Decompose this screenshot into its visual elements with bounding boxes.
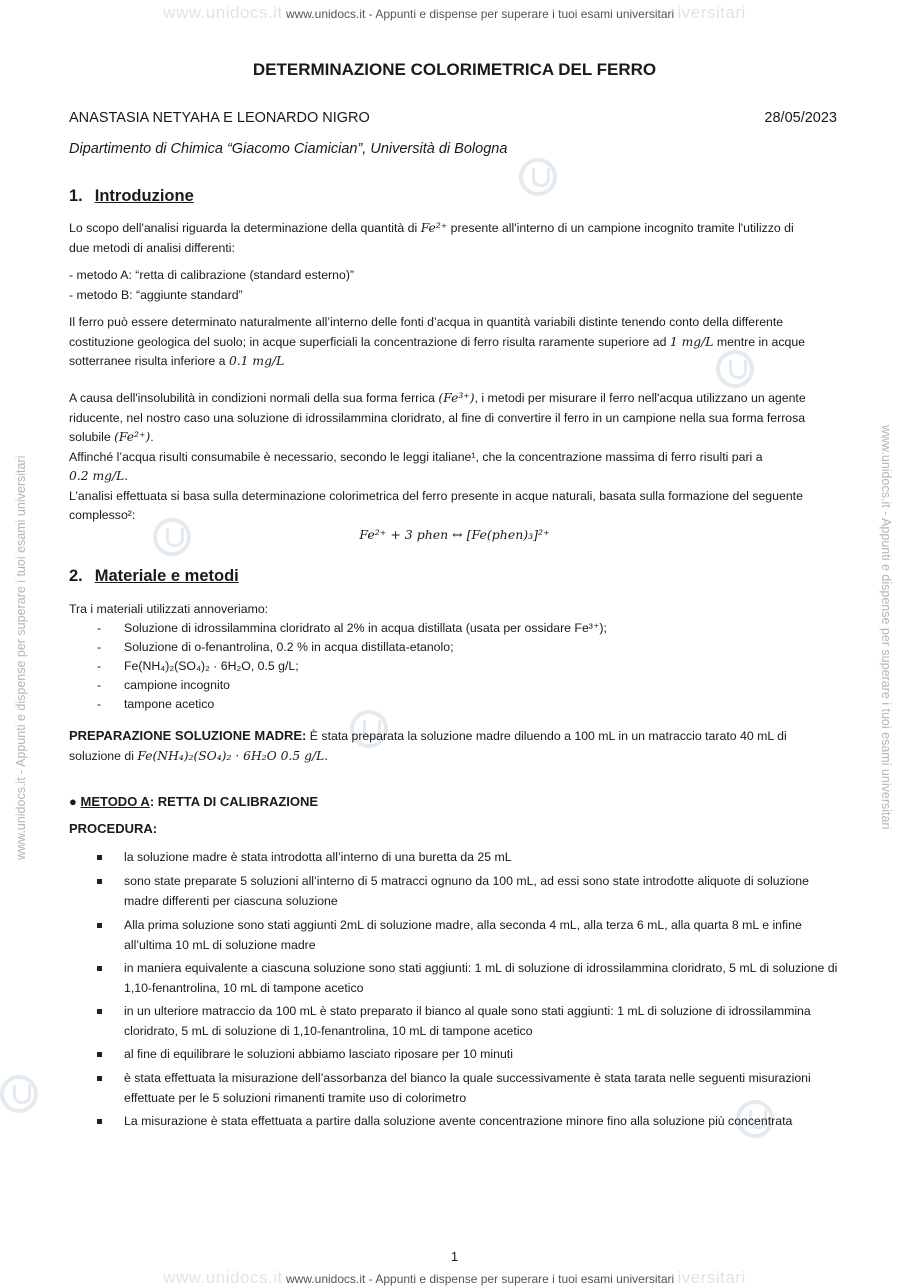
text: soluzione di xyxy=(69,748,134,763)
text: , i metodi per misurare il ferro nell'acqua utilizzano un agente xyxy=(474,391,806,405)
text: mentre in acque xyxy=(716,334,806,349)
material-text: Soluzione di idrossilammina cloridrato al 2% in acqua distillata (usata per ossidare Fe³⁺); xyxy=(124,621,607,635)
intro-paragraph-1 xyxy=(69,219,844,258)
procedure-step xyxy=(97,1045,847,1065)
text: Lo scopo dell'analisi riguarda la determinazione della quantità di xyxy=(69,221,418,235)
text: presente all'interno di un campione incognito tramite l'utilizzo di xyxy=(450,221,794,235)
method-a-suffix: : RETTA DI CALIBRAZIONE xyxy=(149,794,319,809)
department: Dipartimento di Chimica “Giacomo Ciamician”, Università di Bologna xyxy=(69,141,508,157)
method-a-heading xyxy=(69,794,318,809)
text: sotterranee risulta inferiore a xyxy=(69,354,226,368)
section-number: 2. xyxy=(69,567,83,585)
section-heading-introduzione xyxy=(69,187,194,206)
procedure-step xyxy=(97,1069,847,1108)
unidocs-logo-icon xyxy=(519,158,557,196)
step-text: La misurazione è stata effettuata a partire dalla soluzione avente concentrazione minore fino alla soluzione più concentrata xyxy=(124,1114,793,1128)
method-b-item: - metodo B: “aggiunte standard” xyxy=(69,287,243,302)
material-text: campione incognito xyxy=(124,678,230,692)
materials-intro: Tra i materiali utilizzati annoveriamo: xyxy=(69,602,269,616)
page-number: 1 xyxy=(450,1249,459,1264)
section-title: Materiale e metodi xyxy=(94,567,239,585)
procedure-step xyxy=(97,1002,847,1041)
text: È stata preparata la soluzione madre diluendo a 100 mL in un matraccio tarato 40 mL di xyxy=(306,729,787,743)
methods-list xyxy=(69,266,844,305)
watermark-top xyxy=(0,3,909,23)
watermark-bottom xyxy=(0,1268,909,1288)
watermark-top-text: www.unidocs.it - Appunti e dispense per superare i tuoi esami universitari xyxy=(285,7,675,21)
watermark-left-vertical: www.unidocs.it - Appunti e dispense per superare i tuoi esami universitari xyxy=(14,455,28,860)
square-bullet-icon xyxy=(97,1052,102,1057)
watermark-faint-left: www.unidocs.it xyxy=(163,3,283,22)
authors: ANASTASIA NETYAHA E LEONARDO NIGRO xyxy=(69,110,370,126)
watermark-faint-left-bottom: www.unidocs.it xyxy=(163,1268,283,1287)
square-bullet-icon xyxy=(97,923,102,928)
text: costituzione geologica del suolo; in acque superficiali la concentrazione di ferro risulta raramente superiore ad xyxy=(69,334,667,349)
square-bullet-icon xyxy=(97,855,102,860)
watermark-faint-right-bottom: iversitari xyxy=(677,1268,746,1287)
text: . xyxy=(150,430,154,444)
math-value: 1 mg/L xyxy=(669,334,714,349)
text: riducente, nel nostro caso una soluzione di idrossilammina cloridrato, al fine di convertire il ferro in un campione nella sua forma ferrosa xyxy=(69,410,806,425)
method-a-prefix: METODO A xyxy=(80,794,150,809)
step-text: sono state preparate 5 soluzioni all’interno di 5 matracci ognuno da 100 mL, ad essi sono state introdotte aliquote di soluzione madre differenti per ciascuna soluzione xyxy=(124,874,809,908)
math-fe3: (Fe³⁺) xyxy=(438,391,475,405)
step-text: la soluzione madre è stata introdotta all’interno di una buretta da 25 mL xyxy=(124,850,512,864)
step-text: al fine di equilibrare le soluzioni abbiamo lasciato riposare per 10 minuti xyxy=(124,1047,513,1061)
text: Affinché l’acqua risulti consumabile è necessario, secondo le leggi italiane¹, che la concentrazione massima di ferro risulti pari a xyxy=(69,449,763,464)
math-formula: Fe(NH₄)₂(SO₄)₂ · 6H₂O 0.5 g/L. xyxy=(137,748,329,763)
step-text: in maniera equivalente a ciascuna soluzione sono stati aggiunti: 1 mL di soluzione di idrossilammina cloridrato, 5 mL di soluzione di 1,10-fenantrolina, 10 mL di tampone acetico xyxy=(124,961,838,995)
intro-paragraph-2 xyxy=(69,313,844,372)
text: A causa dell'insolubilità in condizioni normali della sua forma ferrica xyxy=(69,391,435,405)
bullet-icon: ● xyxy=(69,794,77,809)
section-heading-materiale xyxy=(69,567,239,586)
watermark-bottom-text: www.unidocs.it - Appunti e dispense per superare i tuoi esami universitari xyxy=(285,1272,675,1286)
square-bullet-icon xyxy=(97,1076,102,1081)
complex-formula: Fe²⁺ + 3 phen ↔ [Fe(phen)₃]²⁺ xyxy=(359,527,550,542)
text: Il ferro può essere determinato naturalmente all’interno delle fonti d’acqua in quantità variabili distinte tenendo conto della differente xyxy=(69,315,784,329)
procedure-step xyxy=(97,959,847,998)
square-bullet-icon xyxy=(97,879,102,884)
math-fe2: Fe²⁺ xyxy=(420,221,448,235)
section-title: Introduzione xyxy=(94,187,194,205)
procedure-step xyxy=(97,872,847,911)
document-date: 28/05/2023 xyxy=(764,110,837,126)
math-value: 0.1 mg/L xyxy=(228,354,285,368)
square-bullet-icon xyxy=(97,1119,102,1124)
square-bullet-icon xyxy=(97,1009,102,1014)
procedure-heading: PROCEDURA: xyxy=(69,821,158,836)
preparation-paragraph xyxy=(69,726,844,766)
material-text: Fe(NH₄)₂(SO₄)₂ · 6H₂O, 0.5 g/L; xyxy=(124,659,299,673)
material-text: tampone acetico xyxy=(124,697,215,711)
procedure-step xyxy=(97,848,847,868)
prep-label: PREPARAZIONE SOLUZIONE MADRE: xyxy=(69,728,307,743)
procedure-step xyxy=(97,1112,847,1132)
method-a-item: - metodo A: “retta di calibrazione (standard esterno)” xyxy=(69,268,355,282)
step-text: Alla prima soluzione sono stati aggiunti 2mL di soluzione madre, alla seconda 4 mL, alla terza 6 mL, alla quarta 8 mL e infine all’ultima 10 mL di soluzione madre xyxy=(124,918,802,952)
text: due metodi di analisi differenti: xyxy=(69,240,235,255)
document-title: DETERMINAZIONE COLORIMETRICA DEL FERRO xyxy=(252,60,657,79)
math-value: 0.2 mg/L. xyxy=(69,469,129,483)
watermark-faint-right: iversitari xyxy=(677,3,746,22)
step-text: è stata effettuata la misurazione dell’assorbanza del bianco la quale successivamente è stata tarata nelle seguenti misurazioni effettuate per le 5 soluzioni rimanenti tramite uso di colorimetro xyxy=(124,1071,811,1105)
text: complesso²: xyxy=(69,508,136,522)
procedure-step xyxy=(97,916,847,955)
unidocs-logo-icon xyxy=(0,1075,38,1113)
square-bullet-icon xyxy=(97,966,102,971)
step-text: in un ulteriore matraccio da 100 mL è stato preparato il bianco al quale sono stati aggiunti: 1 mL di soluzione di idrossilammina cloridrato, 5 mL di soluzione di 1,10-fenantrolina, 10 mL di tampone acetico xyxy=(124,1004,811,1038)
text: L’analisi effettuata si basa sulla determinazione colorimetrica del ferro presente in acque naturali, basata sulla formazione del seguente xyxy=(69,488,803,503)
watermark-right-vertical: www.unidocs.it - Appunti e dispense per superare i tuoi esami universitari xyxy=(879,425,893,830)
section-number: 1. xyxy=(69,187,83,205)
material-text: Soluzione di o-fenantrolina, 0.2 % in acqua distillata-etanolo; xyxy=(124,640,454,654)
math-fe2: (Fe²⁺) xyxy=(114,430,151,444)
text: solubile xyxy=(69,430,111,444)
intro-paragraph-3 xyxy=(69,389,844,526)
